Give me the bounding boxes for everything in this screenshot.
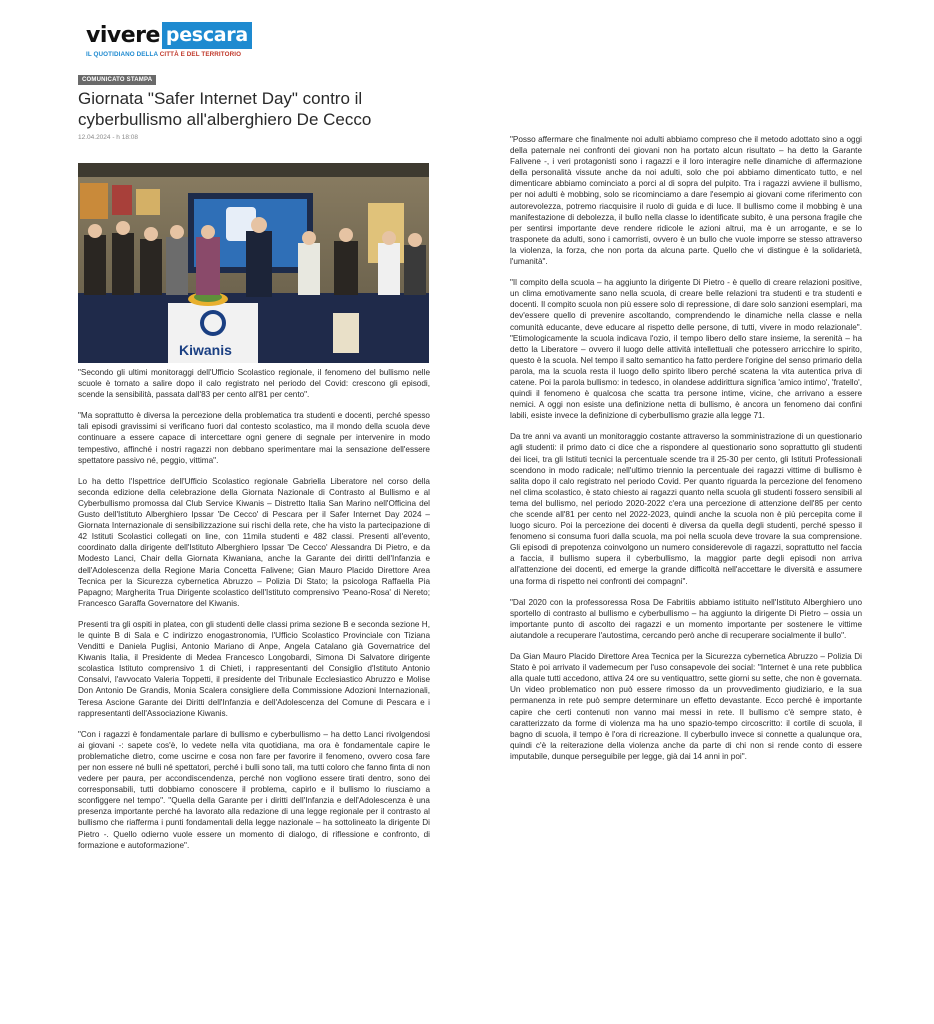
article-body-left [78, 367, 430, 861]
site-logo[interactable] [86, 22, 246, 62]
article-paragraph: "Secondo gli ultimi monitoraggi dell'Ufficio Scolastico regionale, il fenomeno del bullismo nelle scuole è tornato a salire dopo il calo registrato nel periodo del Covid: crescono gli episodi, scende la sensibilità, passata dall'83 per cento all'81 per cento". [78, 368, 430, 400]
category-badge[interactable]: COMUNICATO STAMPA [78, 75, 156, 85]
article-paragraph: "Dal 2020 con la professoressa Rosa De Fabritiis abbiamo istituito nell'Istituto Alberghiero uno sportello di contrasto al bullismo e cyberbullismo – ha aggiunto la dirigente Di Pietro – ossia un importante punto di ascolto dei ragazzi e un momento importante per sostenere le vittime aiutandole a recuperare l'autostima, cercando però anche di recuperare socialmente il bullo". [510, 597, 862, 640]
article-date: 12.04.2024 - h 18:08 [78, 134, 138, 141]
article-paragraph: "Posso affermare che finalmente noi adulti abbiamo compreso che il metodo adottato sino a oggi della paternale nei confronti dei giovani non ha portato alcun risultato – ha detto la Garante Falivene -, i veri protagonisti sono i ragazzi e il loro interagire nelle dinamiche di affermazione della personalità vissute anche da noi adulti, solo che poi abbiamo dimenticato tutto, e nel dimenticare abbiamo cominciato a porci al di sopra del pulpito. Tra i ragazzi avviene il bullismo, per noi adulti è mobbing, solo se ricominciamo a dare l'esempio ai giovani come riferimento con autorevolezza, potremo riacquisire il ruolo di guida e di luce. Il bullismo come il mobbing è una manifestazione di debolezza, il bullo nella classe lo identificate subito, è una persona fragile che per sentirsi importante deve rendere ridicole le azioni altrui, ma è un arrogante, e se lo trasponete da adulti, sono i camorristi, ovvero è un bullo che vuole imporre se stesso attraverso la violenza, la forza, che non porta da alcuna parte. Quello che vi distingue è la solidarietà, l'umanità". [510, 135, 862, 267]
article-paragraph: "Il compito della scuola – ha aggiunto la dirigente Di Pietro - è quello di creare relazioni positive, un clima emotivamente sano nella scuola, di creare belle relazioni tra studenti e tra studenti e docenti. Il compito scuola non più essere solo di repressione, di dare solo sanzioni esemplari, ma dev'essere quello di prevenire ascoltando, comprendendo le dinamiche nella classe e nella comunità educante, deve educare al rispetto delle persone, di tutti, vivere in modo relazionale". "Etimologicamente la scuola indicava l'ozio, il tempo libero dello stare insieme, la serenità – ha detto la Liberatore – ovvero il luogo delle attività intellettuali che potessero arricchire lo spirito, questo è la scuola. Nel tempo il salto semantico ha fatto perdere l'origine del senso primario della parola, ma la scuola resta il luogo dello spirito libero perché scatena la vita autentica priva di catene. Poi la parola bullismo: in tedesco, in olandese addirittura significa 'amico intimo', 'fratello', quindi il fenomeno è qualcosa che scatta tra persone intime, vicine, che arrivano a essere nemici. A oggi non esiste una definizione netta di bullismo, è ancora un fenomeno dai confini labili, esiste invece la definizione di cyberbullismo grazie alla legge 71. [510, 278, 862, 421]
photo-illustration [78, 163, 429, 363]
logo-tagline-part1: IL QUOTIDIANO DELLA [86, 51, 160, 58]
article-paragraph: "Con i ragazzi è fondamentale parlare di bullismo e cyberbullismo – ha detto Lanci rivolgendosi ai giovani -: sapete cos'è, lo vedete nella vita quotidiana, ma ora è fondamentale capire le problematiche dietro, come uscirne e cosa non fare per favorire il fenomeno, ovvero cosa fare per non essere né bulli né spettatori, perché i bulli sono tali, ma tutti coloro che fanno finta di non vedere per paura, per accondiscendenza, perché non vogliono essere tirati dentro, sono dei corresponsabili, tutti dobbiamo conoscere il problema, capirlo e il bullismo lo riusciamo a sconfiggere nel tempo". "Quella della Garante per i diritti dell'Infanzia e dell'Adolescenza è una presenza importante perché ha lavorato alla redazione di una legge regionale per il contrasto al bullismo che riafferma i punti fondamentali della legge nazionale – ha sottolineato la dirigente Di Pietro -. Quello odierno vuole essere un momento di dialogo, di riflessione e confronto, di formazione e autoformazione". [78, 729, 430, 850]
logo-city: pescara [162, 22, 252, 49]
article-body-right [510, 134, 862, 772]
article-photo [78, 163, 429, 363]
article-paragraph: Da Gian Mauro Placido Direttore Area Tecnica per la Sicurezza cybernetica Abruzzo – Polizia Di Stato è poi arrivato il vademecum per l'uso consapevole dei social: "Internet è una rete pubblica alla quale tutti accedono, attiva 24 ore su ventiquattro, sette giorni su sette, che non è governata. Un video problematico non può essere rimosso da un provvedimento giudiziario, e la sua permanenza in rete può sempre determinare un effetto devastante. Ecco perché è importante capire che certi contenuti non vanno mai messi in rete. Il bullismo c'è sempre stato, è caratterizzato da forme di violenza ma ha uno spazio-tempo circoscritto: il cortile di scuola, il bagno di scuola, il tempo è l'ora di ricreazione. Il cyberbullo invece si connette a qualunque ora, quindi c'è la reiterazione della violenza anche da parte di chi non si rende conto di essere imputabile, dunque perseguibile per legge, già dai 14 anni in poi". [510, 652, 862, 761]
logo-wordmark [86, 22, 252, 49]
logo-tagline [86, 51, 241, 58]
photo-banner-text: Kiwanis [179, 342, 232, 358]
logo-brand: vivere [86, 23, 160, 48]
article-paragraph: Lo ha detto l'Ispettrice dell'Ufficio Scolastico regionale Gabriella Liberatore nel corso della seconda edizione della celebrazione della Giornata Nazionale di Contrasto al Bullismo e al Cyberbullismo promossa dal Club Service Kiwanis – Distretto Italia San Marino nell'Officina del Gusto dell'Istituto Alberghiero Ipssar 'De Cecco' di Pescara per il Safer Internet Day 2024 – Giornata Internazionale di sensibilizzazione sui rischi della rete, che ha visto la partecipazione di 42 Istituti Scolastici collegati on line, con 11mila studenti e 482 classi. Presenti all'evento, coordinato dalla dirigente dell'Istituto Alberghiero Ipssar 'De Cecco' Alessandra Di Pietro, e da Modesto Lanci, Chair della Giornata Kiwaniana, anche la Garante dei diritti dell'Infanzia e dell'Adolescenza della Regione Maria Concetta Falivene; Gian Mauro Placido Direttore Area Tecnica per la Sicurezza cybernetica Abruzzo – Polizia Di Stato; la psicologa Raffaella Pia Papagno; Margherita Trua Dirigente scolastico dell'Istituto comprensivo 'Peano-Rosa' di Nereto; Francesco Garaffa Governatore del Kiwanis. [78, 476, 430, 608]
article-paragraph: Presenti tra gli ospiti in platea, con gli studenti delle classi prima sezione B e seconda sezione H, le quinte B di Sala e C indirizzo enogastronomia, l'Ufficio Scolastico Provinciale con Tiziana Venditti e Daniela Puglisi, Antonio Mariano di Anpe, Angela Catalano già Governatrice del Kiwanis Italia, il Presidente di Medea Francesco Longobardi, Simona Di Salvatore dirigente scolastica Istituto comprensivo 1 di Chieti, i rappresentanti del Consiglio d'Istituto Antonio Consalvi, l'avvocato Valeria Toppetti, il presidente del Tribunale Ecclesiastico Abruzzo e Molise Don Antonio De Grandis, Monia Scalera consigliere della Commissione Adozioni Internazionali, Teresa Ascione Garante dei Diritti dell'Infanzia e dell'Adolescenza del Comune di Pescara e i rappresentanti dell'Associazione Kiwanis. [78, 619, 430, 718]
logo-tagline-part2: CITTÀ E DEL TERRITORIO [159, 51, 242, 58]
article-paragraph: Da tre anni va avanti un monitoraggio costante attraverso la somministrazione di un questionario agli studenti: il primo dato ci dice che a rispondere al questionario sono soprattutto gli studenti dei licei, tra gli Istituti tecnici la percentuale scende tra il 25-30 per cento, gli Istituti Professionali scendono in modo radicale; nell'ultimo triennio la percentuale dei ragazzi vittime di bullismo è salita dopo il calo registrato nel periodo Covid. Per quanto riguarda la percezione del fenomeno nel clima scolastico, è stato chiesto ai ragazzi quanto nella scuola gli studenti fossero sensibili al tema del bullismo, nel periodo 2020-2022 c'era una percezione di attenzione dell'85 per cento che scende all'81 per cento nel 2022-2023, quindi anche la scuola non è più percepita come il luogo sicuro. Poi la percezione dei docenti è diversa da quella degli studenti, perché spesso il fenomeno si consuma fuori dalla scuola, ma poi nella scuola deve trovare la sua comprensione. Gli episodi di prepotenza coinvolgono un numero considerevole di ragazzi, soprattutto nel faccia a faccia, il bullismo supera il cyberbullismo, la maggior parte degli episodi non arriva all'attenzione dei docenti, ed emerge la grande difficoltà nell'accettare le diversità e assumere una forma di rispetto nei confronti dei compagni". [510, 432, 862, 586]
article-paragraph: "Ma soprattutto è diversa la percezione della problematica tra studenti e docenti, perché spesso tali episodi gravissimi si verificano fuori dal contesto scolastico, ma il mondo della scuola deve continuare a essere capace di intercettare ogni genere di segnale per intervenire in modo tempestivo, affinché i nostri ragazzi non debbano sperimentare mai la sensazione dell'essere spettatore passivo né, peggio, vittima". [78, 411, 430, 465]
article-title: Giornata "Safer Internet Day" contro il cyberbullismo all'alberghiero De Cecco [78, 89, 372, 129]
